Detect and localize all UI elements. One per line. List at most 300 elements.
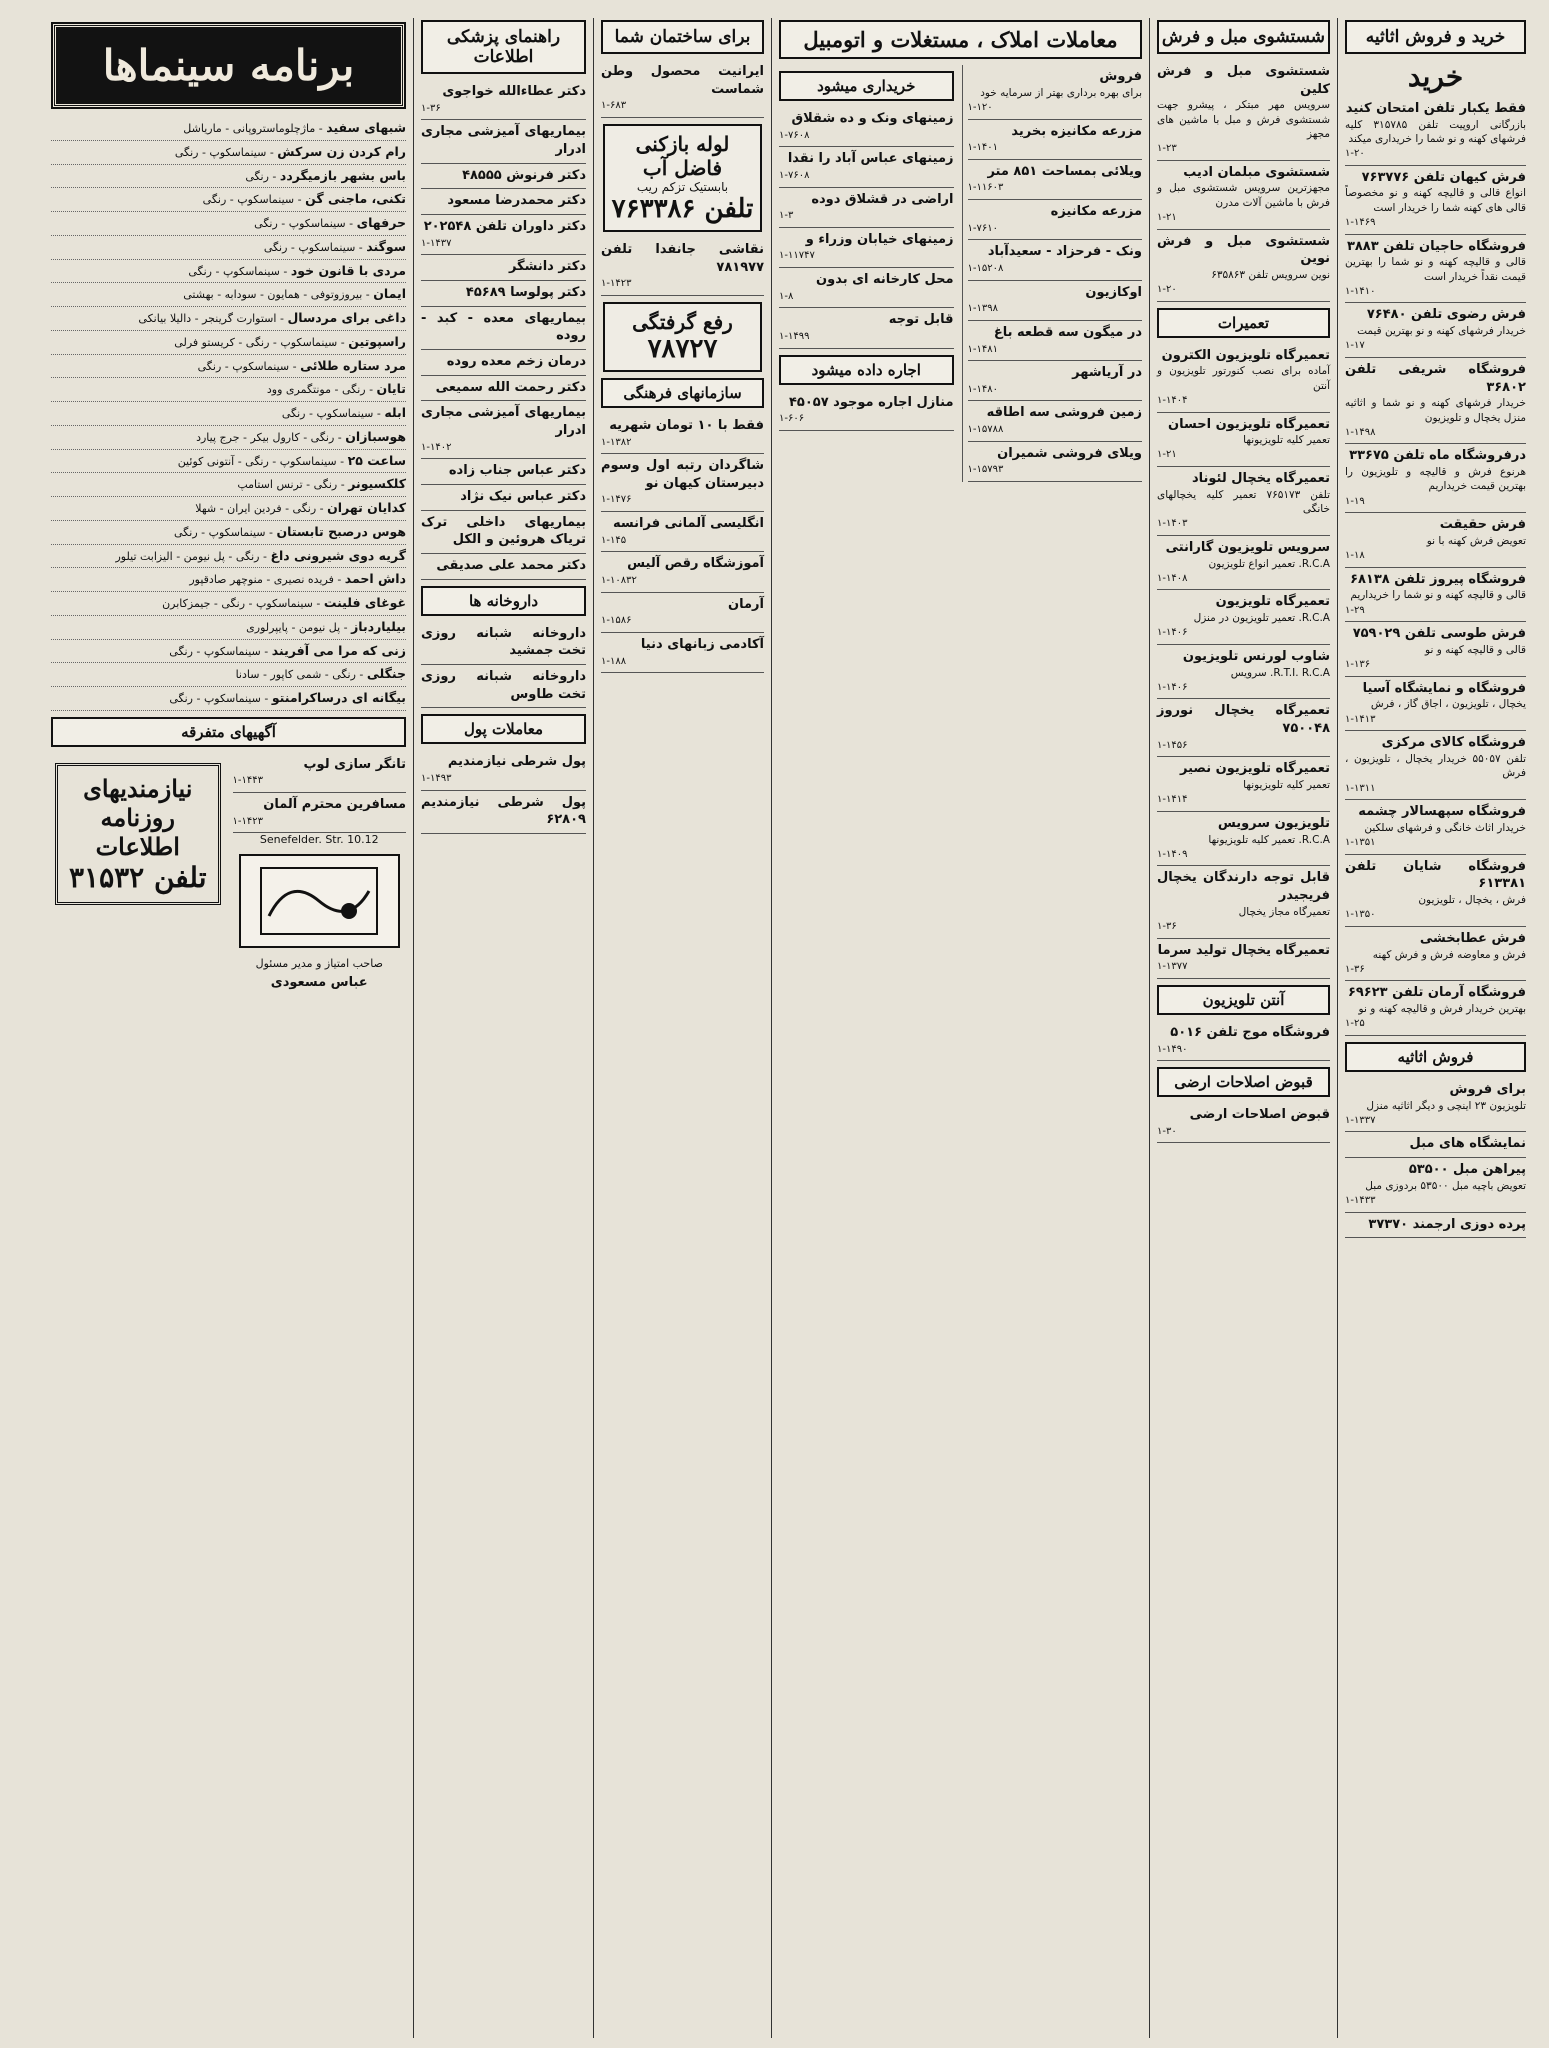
- ad-title: دکتر محمد علی صدیقی: [436, 557, 586, 573]
- classified-ad: [1157, 812, 1330, 867]
- classified-ad: [1157, 757, 1330, 812]
- film-title: ابله: [384, 405, 406, 420]
- ad-code: ۱-۶۰۶: [779, 413, 805, 425]
- ad-text: بهترین خریدار فرش و قالیچه کهنه و نو: [1358, 1003, 1526, 1016]
- ads-list: [1345, 1078, 1526, 1238]
- film-details: سینماسکوپ - رنگی: [263, 240, 356, 254]
- ad-title: دکتر عطاءالله خواجوی: [442, 84, 586, 99]
- cinema-listing: [51, 165, 406, 189]
- cinema-listing: [51, 331, 406, 355]
- film-title: مرد ستاره طلائی: [300, 357, 406, 373]
- column-cinema: [44, 18, 413, 2038]
- column-header: معاملات املاک ، مستغلات و اتومبیل: [779, 20, 1142, 59]
- film-title: شبهای سفید: [326, 120, 406, 135]
- separator: -: [268, 169, 280, 183]
- classified-ad: [779, 147, 954, 187]
- classified-ad: [601, 512, 764, 552]
- ad-title: محل کارخانه ای بدون: [816, 272, 954, 288]
- classified-ad: [1345, 981, 1526, 1036]
- separator: -: [337, 335, 349, 349]
- boxed-ad-phone: ۷۸۷۲۷: [647, 333, 718, 364]
- classified-ad: [1157, 1021, 1330, 1061]
- separator: -: [355, 668, 367, 682]
- classified-ad: [779, 391, 954, 431]
- classified-ad: [1345, 1158, 1526, 1213]
- ads-list: [233, 753, 407, 834]
- ad-title: بیماریهای معده - کبد - روده: [421, 310, 586, 344]
- ad-title: داروخانه شبانه روزی تخت جمشید: [421, 625, 586, 659]
- classified-ad: [601, 593, 764, 633]
- ad-title: فرش کیهان تلفن ۷۶۳۷۷۶: [1361, 169, 1526, 185]
- ad-title: مسافرین محترم آلمان: [263, 797, 406, 813]
- classified-ad: [968, 321, 1143, 361]
- ad-text: تلفن ۷۶۵۱۷۳ تعمیر کلیه یخچالهای خانگی: [1157, 488, 1330, 515]
- ad-code: ۱-۱۴۲۳: [232, 815, 263, 827]
- classified-ad: [421, 307, 586, 350]
- classified-ad: [968, 200, 1143, 240]
- ad-title: ویلای فروشی شمیران: [997, 445, 1142, 461]
- classified-ad: [1345, 358, 1526, 444]
- classified-ad: [421, 376, 586, 402]
- column-building: [593, 18, 771, 2038]
- ad-code: ۱-۷۶۱۰: [967, 222, 998, 234]
- film-details: رنگی - مونتگمری وود: [266, 383, 366, 397]
- ad-code: ۱-۱۴۹۹: [779, 331, 810, 342]
- ad-text: خریدار فرشهای کهنه و نو بهترین قیمت: [1357, 325, 1526, 338]
- cinema-listing: [51, 592, 406, 616]
- classified-ad: [779, 107, 954, 147]
- ads-list: [779, 107, 954, 349]
- cinema-listing: [51, 497, 406, 521]
- ad-title: شستشوی مبل و فرش نوین: [1157, 233, 1330, 267]
- film-title: ایمان: [373, 286, 406, 302]
- section-header: خریداری میشود: [779, 71, 954, 101]
- classified-ad: [421, 554, 586, 580]
- ad-title: فرش طوسی تلفن ۷۵۹۰۲۹: [1352, 626, 1526, 642]
- classified-ad: [421, 401, 586, 459]
- ad-title: فروشگاه کالای مرکزی: [1381, 735, 1526, 751]
- ad-code: ۱-۱۳۹۸: [967, 303, 998, 315]
- classified-ad: [421, 665, 586, 708]
- cinema-listing: [51, 521, 406, 545]
- classified-ad: [1345, 677, 1526, 732]
- film-details: سینماسکوپ - رنگی - کریستو فرلی: [174, 335, 338, 349]
- cinema-listing: [51, 426, 406, 450]
- film-title: زنی که مرا می آفریند: [271, 642, 406, 658]
- separator: -: [333, 573, 345, 587]
- ad-code: ۱-۱۳۱۱: [1345, 782, 1376, 794]
- ad-title: پول شرطی نیازمندیم ۶۲۸۰۹: [421, 794, 586, 828]
- cinema-listing: [51, 640, 406, 664]
- column-header: خرید و فروش اثاثیه: [1345, 20, 1526, 54]
- ad-code: ۱-۳۶: [1157, 921, 1177, 933]
- cinema-listing: [51, 687, 406, 711]
- ad-code: ۱-۱۳۵۱: [1345, 837, 1376, 849]
- ad-title: فرش رضوی تلفن ۷۶۴۸۰: [1366, 307, 1526, 323]
- film-title: تکنی، ماجنی گن: [305, 191, 406, 207]
- film-title: داش احمد: [344, 571, 406, 587]
- ad-text: سرویس مهر مبتکر ، پیشرو جهت شستشوی فرش و مبل با ماشین های مجهز: [1157, 99, 1330, 140]
- ad-code: ۱-۳۶: [421, 102, 441, 114]
- ad-code: ۱-۲۵: [1345, 1018, 1365, 1030]
- film-title: داغی برای مردسال: [287, 310, 406, 325]
- column-header: راهنمای پزشکی اطلاعات: [421, 20, 586, 74]
- ad-code: ۱-۲۳: [1157, 143, 1177, 155]
- boxed-ad-title: رفع گرفتگی: [632, 309, 733, 334]
- classified-ad: [601, 633, 764, 673]
- film-details: رنگی - فردین ایران - شهلا: [195, 502, 317, 515]
- newspaper-logo: [239, 854, 401, 948]
- ad-title: تعمیرگاه تلویزیون نصیر: [1179, 761, 1330, 777]
- misc-ads: [233, 753, 407, 993]
- ad-title: ایرانیت محصول وطن شماست: [601, 64, 764, 97]
- classified-ad: [968, 401, 1143, 441]
- footer-box-title: نیازمندیهای روزنامه اطلاعات: [83, 773, 193, 861]
- ad-title: اوکازیون: [1085, 284, 1142, 300]
- ettelaat-logo-icon: [259, 866, 379, 936]
- ad-title: دکتر دانشگر: [508, 259, 586, 275]
- ad-title: پرده دوزی ارجمند ۳۷۳۷۰: [1368, 1216, 1526, 1232]
- ad-code: ۱-۱۴۲۳: [601, 278, 632, 290]
- ads-list: [421, 750, 586, 834]
- cinema-listing: [51, 236, 406, 260]
- ad-text: تعویض باچیه مبل ۵۳۵۰۰ بردوزی مبل: [1365, 1179, 1526, 1192]
- classified-ad: [968, 281, 1143, 321]
- ad-text: انواع قالی و قالیچه کهنه و نو مخصوصاً قالی های کهنه شما را خریدار است: [1345, 187, 1526, 214]
- separator: -: [345, 217, 357, 230]
- film-details: استوارت گرینجر - دالیلا بیانکی: [138, 312, 277, 325]
- column-header: شستشوی مبل و فرش: [1157, 20, 1330, 54]
- separator: -: [276, 312, 288, 325]
- classified-ad: [1345, 235, 1526, 304]
- ad-code: ۱-۱۳۷۷: [1157, 961, 1188, 973]
- section-header: تعمیرات: [1157, 308, 1330, 338]
- ads-list: [601, 60, 764, 118]
- ad-code: ۱-۸: [779, 290, 794, 302]
- ad-text: R.T.I. R.C.A. سرویس: [1230, 666, 1330, 679]
- boxed-ad: [603, 302, 762, 372]
- real-estate-subcol-b: [779, 65, 954, 482]
- ads-list: [968, 65, 1143, 482]
- section-header: داروخانه ها: [421, 586, 586, 616]
- classified-ad: [968, 65, 1143, 120]
- separator: -: [373, 407, 385, 420]
- cinema-listing: [51, 545, 406, 569]
- ad-code: ۱-۱۹: [1345, 495, 1365, 507]
- ad-title: زمینهای ونک و ده شقلاق: [791, 111, 954, 126]
- classified-ad: [1157, 1103, 1330, 1143]
- ad-code: ۱-۷۶۰۸: [779, 169, 810, 181]
- film-title: بیگانه ای درساکرامنتو: [271, 690, 406, 705]
- cinema-listing: [51, 355, 406, 379]
- film-title: مردی با قانون خود: [290, 262, 406, 278]
- film-title: ساعت ۲۵: [347, 452, 406, 468]
- ad-text: آماده برای نصب کنورتور تلویزیون و آنتن: [1157, 365, 1330, 392]
- classified-ad: [1157, 645, 1330, 700]
- ad-code: ۱-۱۴۳۷: [421, 237, 452, 249]
- separator: -: [279, 264, 291, 278]
- film-title: هوس درصبح تابستان: [276, 523, 406, 539]
- film-details: رنگی - شمی کاپور - سادنا: [235, 668, 356, 682]
- film-details: سینماسکوپ - رنگی: [188, 264, 280, 278]
- classified-ad: [421, 80, 586, 120]
- ad-text: نوین سرویس تلفن ۶۳۵۸۶۳: [1211, 268, 1330, 281]
- classified-ad: [233, 793, 407, 833]
- ad-title: اراضی در قشلاق دوده: [811, 191, 954, 207]
- ad-text: خریدار فرشهای کهنه و نو شما و اثاثیه منزل یخچال و تلویزیون: [1345, 397, 1526, 424]
- classified-ad: [1345, 800, 1526, 855]
- classified-ad: [1157, 161, 1330, 230]
- ad-code: ۱-۳۶: [1345, 963, 1365, 975]
- ad-code: ۱-۱۲۰: [967, 101, 993, 113]
- ad-title: شاگردان رتبه اول وسوم دبیرستان کیهان نو: [601, 458, 764, 491]
- ad-code: ۱-۱۵۷۸۸: [967, 424, 1004, 436]
- cinema-listing: [51, 568, 406, 592]
- ad-code: ۱-۱۳۳۷: [1345, 1114, 1376, 1126]
- classified-ad: [421, 120, 586, 163]
- footer-box-wrap: [51, 753, 225, 993]
- ad-code: ۱-۲۱: [1157, 449, 1177, 461]
- classified-ad: [421, 164, 586, 190]
- ad-code: ۱-۱۴۰۱: [967, 142, 998, 154]
- ad-title: تعمیرگاه تلویزیون احسان: [1168, 416, 1330, 432]
- classified-ad: [421, 189, 586, 215]
- ad-title: بیماریهای آمیزشی مجاری ادرار: [421, 405, 586, 438]
- separator: -: [260, 692, 272, 705]
- ad-title: فروشگاه شایان تلفن ۶۱۳۳۸۱: [1345, 858, 1526, 892]
- ad-text: مجهزترین سرویس شستشوی مبل و فرش با ماشین آلات مدرن: [1157, 182, 1330, 209]
- column-furniture-trade: [1337, 18, 1533, 2038]
- ad-code: ۱-۲۰: [1345, 148, 1365, 160]
- separator: -: [289, 359, 301, 373]
- separator: -: [316, 502, 328, 515]
- film-title: کلکسیونر: [348, 476, 406, 492]
- ad-code: ۱-۱۷: [1345, 340, 1365, 352]
- ad-text: قالی و قالیچه کهنه و نو شما را خریداریم: [1350, 589, 1526, 602]
- ad-title: آرمان: [728, 596, 764, 612]
- ad-code: ۱-۱۰۸۳۲: [601, 575, 637, 587]
- boxed-ad-subtitle: بابستیک تزکم ریب: [636, 179, 729, 194]
- film-details: سینماسکوپ - رنگی: [202, 193, 295, 207]
- ad-code: ۱-۱۸: [1345, 550, 1365, 562]
- film-title: باس بشهر بازمیگردد: [279, 167, 406, 183]
- ad-code: ۱-۱۴۹۳: [421, 772, 452, 784]
- ad-text: R.C.A. تعمیر کلیه تلویزیونها: [1208, 833, 1330, 846]
- ad-title: در میگون سه قطعه باغ: [993, 324, 1142, 340]
- ads-list: [1157, 60, 1330, 302]
- ad-title: فرش عطابخشی: [1419, 930, 1526, 946]
- column-medical: [413, 18, 593, 2038]
- ad-title: قبوض اصلاحات ارضی: [1189, 1107, 1330, 1123]
- ad-code: ۱-۱۴۰۶: [1157, 681, 1188, 693]
- ad-code: ۱-۱۴۰۳: [1157, 518, 1188, 530]
- classified-ad: [1157, 230, 1330, 302]
- film-details: رنگی: [245, 169, 269, 183]
- ad-text: قالی و قالیچه کهنه و نو: [1425, 643, 1526, 656]
- classified-ad: [601, 414, 764, 454]
- film-title: گریه دوی شیرونی داغ: [270, 547, 406, 563]
- separator: -: [259, 549, 271, 563]
- ad-title: دکتر رحمت الله سمیعی: [435, 379, 586, 395]
- ad-title: زمینهای عباس آباد را نقدا: [787, 151, 954, 167]
- ad-title: نقاشی جانفدا تلفن ۷۸۱۹۷۷: [601, 241, 764, 275]
- ad-text: R.C.A. تعمیر تلویزیون در منزل: [1193, 612, 1330, 625]
- ad-code: ۱-۱۴۰۴: [1157, 394, 1188, 406]
- cinema-listing: [51, 450, 406, 474]
- ad-text: خریدار اثاث خانگی و فرشهای سلکین: [1364, 821, 1526, 834]
- ad-code: ۱-۱۴۳۳: [1345, 1195, 1376, 1207]
- classified-ad: [421, 485, 586, 511]
- ad-text: برای بهره برداری بهتر از سرمایه خود: [980, 86, 1142, 99]
- ad-title: قابل توجه: [888, 312, 954, 328]
- classified-ad: [1345, 97, 1526, 166]
- ad-title: زمین فروشی سه اطاقه: [986, 405, 1142, 421]
- ad-title: فروشگاه آرمان تلفن ۶۹۶۲۳: [1347, 985, 1526, 1001]
- ad-title: فروشگاه حاجیان تلفن ۳۸۸۳: [1346, 238, 1526, 254]
- ad-title: دکتر عباس جناب زاده: [448, 463, 586, 479]
- ad-code: ۱-۱۵۸۶: [601, 615, 632, 627]
- classified-ad: [1157, 866, 1330, 938]
- footer-box: [55, 763, 221, 905]
- ad-code: ۱-۱۴۱۰: [1345, 285, 1376, 297]
- section-header: آنتن تلویزیون: [1157, 985, 1330, 1015]
- classified-ad: [1345, 166, 1526, 235]
- cinema-listing: [51, 663, 406, 687]
- boxed-ad-phone: تلفن ۷۶۳۳۸۶: [611, 193, 754, 224]
- ad-title: مزرعه مکانیزه بخرید: [1011, 123, 1142, 139]
- ad-title: فرش حقیقت: [1439, 517, 1526, 533]
- ad-text: قالی و قالیچه کهنه و نو شما را بهترین قیمت نقداً خریدار است: [1345, 256, 1526, 283]
- ad-title: فروشگاه سپهسالار چشمه: [1358, 804, 1526, 820]
- ads-list: [421, 622, 586, 709]
- ad-title: فروشگاه موج تلفن ۵۰۱۶: [1170, 1024, 1330, 1040]
- ad-code: ۱-۱۴۰۶: [1157, 627, 1188, 639]
- imprint-name: عباس مسعودی: [270, 974, 368, 990]
- cinema-list: [51, 117, 406, 711]
- separator: -: [260, 644, 272, 658]
- ad-title: درمان زخم معده روده: [446, 353, 586, 369]
- ad-code: ۱-۱۴۹۸: [1345, 426, 1376, 438]
- ad-code: ۱-۱۴۵۶: [1157, 739, 1188, 751]
- ads-list: [601, 238, 764, 296]
- cinema-listing: [51, 378, 406, 402]
- separator: -: [362, 288, 374, 302]
- ad-title: زمینهای خیابان وزراء و: [805, 231, 954, 247]
- classified-ad: [1345, 731, 1526, 800]
- ad-title: شستشوی مبلمان ادیب: [1183, 164, 1330, 180]
- classified-ad: [1157, 699, 1330, 757]
- film-details: سینماسکوپ - رنگی: [197, 359, 290, 373]
- ad-code: ۱-۱۴۵: [601, 534, 627, 546]
- classified-ad: [1345, 513, 1526, 568]
- film-title: راسپوتین: [348, 333, 406, 349]
- ad-code: ۱-۱۴۱۳: [1345, 713, 1376, 725]
- cinema-listing: [51, 188, 406, 212]
- cinema-listing: [51, 260, 406, 284]
- separator: -: [266, 145, 278, 159]
- ad-title: شاوب لورنس تلویزیون: [1182, 648, 1330, 664]
- real-estate-subcol-a: [962, 65, 1143, 482]
- cinema-listing: [51, 141, 406, 165]
- film-details: سینماسکوپ - رنگی: [254, 217, 346, 230]
- classified-ad: [601, 238, 764, 296]
- section-header: آگهیهای متفرقه: [51, 717, 406, 747]
- columns: [16, 18, 1533, 2038]
- ad-code: ۱-۱۴۴۳: [232, 775, 263, 787]
- ad-text: تعویض فرش کهنه با نو: [1426, 534, 1526, 547]
- separator: -: [294, 193, 306, 207]
- classified-ad: [1345, 622, 1526, 677]
- ad-code: ۱-۲۰: [1157, 284, 1177, 296]
- ad-code: ۱-۲۹: [1345, 604, 1365, 616]
- classified-ad: [1345, 927, 1526, 982]
- ad-code: ۱-۱۳۵۰: [1345, 909, 1376, 921]
- classified-ad: [968, 120, 1143, 160]
- separator: -: [336, 454, 348, 468]
- classified-ad: [1345, 568, 1526, 623]
- ad-title: فروشگاه و نمایشگاه آسیا: [1362, 680, 1526, 696]
- classified-ad: [421, 281, 586, 307]
- column-cleaning-repairs: [1149, 18, 1337, 2038]
- classified-ad: [1157, 939, 1330, 979]
- film-details: رنگی - کارول بیکر - جرج پیارد: [196, 430, 335, 444]
- classified-ad: [1157, 467, 1330, 536]
- separator: -: [355, 240, 367, 254]
- cinema-listing: [51, 473, 406, 497]
- ad-title: آموزشگاه رقص آلیس: [627, 556, 764, 572]
- ad-code: ۱-۱۴۱۴: [1157, 794, 1188, 806]
- ad-title: فروش: [1099, 69, 1142, 84]
- classified-ad: [1157, 536, 1330, 591]
- film-details: سینماسکوپ - رنگی: [281, 407, 374, 420]
- film-title: سوگند: [366, 238, 406, 254]
- ad-code: ۱-۱۱۷۴۷: [779, 250, 815, 262]
- ad-title: آکادمی زبانهای دنیا: [640, 636, 764, 652]
- ads-list: [1157, 1021, 1330, 1061]
- separator: -: [340, 620, 352, 634]
- classified-ad: [968, 361, 1143, 401]
- address-latin: Senefelder. Str. 10.12: [259, 833, 379, 847]
- ad-title: بیماریهای داخلی ترک تریاک هروئین و الکل: [421, 514, 586, 548]
- film-title: رام کردن زن سرکش: [277, 143, 406, 159]
- ad-title: ونک - فرحزاد - سعیدآباد: [987, 244, 1142, 260]
- classified-ad: [233, 753, 407, 793]
- ad-title: ویلائی بمساحت ۸۵۱ متر: [987, 163, 1142, 179]
- film-title: بیلیاردباز: [351, 618, 406, 634]
- ad-code: ۱-۱۳۸۲: [601, 436, 632, 448]
- ad-title: درفروشگاه ماه تلفن ۳۳۶۷۵: [1349, 448, 1526, 464]
- ad-code: ۱-۱۴۰۸: [1157, 572, 1188, 584]
- classified-ad: [1157, 60, 1330, 161]
- film-details: ماژچلوماستروپانی - ماریاشل: [183, 122, 316, 135]
- ad-title: دکتر پولوسا ۴۵۶۸۹: [465, 284, 586, 300]
- separator: -: [337, 478, 349, 492]
- classified-ad: [1345, 1078, 1526, 1133]
- footer-box-phone: تلفن ۳۱۵۳۲: [69, 860, 207, 894]
- ad-code: ۱-۱۸۸: [601, 655, 627, 667]
- film-details: پل نیومن - پایپرلوری: [246, 620, 341, 634]
- section-header: اجاره داده میشود: [779, 355, 954, 385]
- film-details: رنگی - ترنس استامپ: [237, 478, 338, 492]
- ad-code: ۱-۳: [779, 210, 794, 222]
- classified-ad: [421, 459, 586, 485]
- section-header: قبوض اصلاحات ارضی: [1157, 1067, 1330, 1097]
- cinema-listing: [51, 616, 406, 640]
- ad-code: ۱-۱۳۶: [1345, 659, 1371, 671]
- ad-title: نمایشگاه های مبل: [1409, 1136, 1526, 1152]
- ad-code: ۱-۲۱: [1157, 211, 1177, 223]
- ad-code: ۱-۶۸۳: [601, 100, 627, 112]
